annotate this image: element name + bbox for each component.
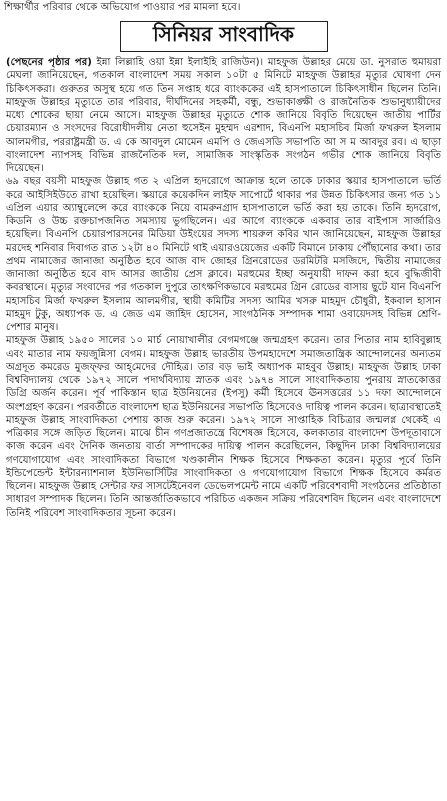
article-paragraph: ৬৯ বছর বয়সী মাহফুজ উল্লাহ গত ২ এপ্রিল হৃদরোগে আক্রান্ত হলে তাকে ঢাকার স্কয়ার হাসপাতালে ভর্তি করে আইসিইউতে রাখা হয়েছিল। স্কয়ারে কয়েকদিন লাইফ সাপোর্টে থাকার পর উন্নত চিকিৎসার জন্য গত ১১ এপ্রিল এয়ার অ্যাম্বুলেন্সে করে ব্যাংককে নিয়ে বামরুনগ্রাদ হাসপাতালে ভর্তি করা হয় তাকে। তিনি হৃদরোগ, কিডনি ও উচ্চ রক্তচাপজনিত সমস্যায় ভুগছিলেন। এর আগে ব্যাংককে একবার তার বাইপাস সার্জারিও হয়েছিল। বিএনপি চেয়ারপারসনের মিডিয়া উইংয়ের সদস্য শায়রুল কবির খান জানিয়েছেন, মাহফুজ উল্লাহর মরদেহ শনিবার দিবাগত রাত ১২টা ৪০ মিনিটে থাই এয়ারওয়েজের একটি বিমানে ঢাকায় পৌঁছানোর কথা। তার প্রথম নামাজের জানাজা অনুষ্ঠিত হবে আজ বাদ জোহর গ্রিনরোডের ডরমিটরি মসজিদে, দ্বিতীয় নামাজের জানাজা অনুষ্ঠিত হবে বাদ আসর জাতীয় প্রেস ক্লাবে। মরহুমের ইচ্ছা অনুযায়ী দাফন করা হবে বুদ্ধিজীবী কবরস্থানে। মৃত্যুর সংবাদের পর গতকাল দুপুরে তাৎক্ষণিকভাবে মরহুমের গ্রিন রোডের বাসায় ছুটে যান বিএনপি মহাসচিব মির্জা ফখরুল ইসলাম আলমগীর, স্থায়ী কমিটির সদস্য আমির খসরু মাহমুদ চৌধুরী, ইকবাল হাসান মাহমুদ টুকু, অধ্যাপক ড. এ জেড এম জাহিদ হোসেন, সাংগঠনিক সম্পাদক শামা ওবায়েদসহ বিভিন্ন শ্রেণি-পেশার মানুষ।: [6, 176, 441, 333]
article-paragraph: মাহফুজ উল্লাহ ১৯৫০ সালের ১০ মার্চ নোয়াখালীর বেগমগঞ্জে জন্মগ্রহণ করেন। তার পিতার নাম হাবিবুল্লাহ এবং মাতার নাম ফয়জুন্নিসা বেগম। মাহফুজ উল্লাহ ভারতীয় উপমহাদেশে সমাজতান্ত্রিক আন্দোলনের অন্যতম অগ্রদূত কমরেড মুজফ্‌ফর আহ্‌মেদের দৌহিত্র। তার বড় ভাই অধ্যাপক মাহবুব উল্লাহ। মাহফুজ উল্লাহ ঢাকা বিশ্ববিদ্যালয় থেকে ১৯৭২ সালে পদার্থবিদ্যায় স্নাতক এবং ১৯৭৪ সালে সাংবাদিকতায় পুনরায় স্নাতকোত্তর ডিগ্রি অর্জন করেন। পূর্ব পাকিস্তান ছাত্র ইউনিয়নের (ইপসু) কর্মী হিসেবে ঊনসত্তরের ১১ দফা আন্দোলনে অংশগ্রহণ করেন। পরবর্তীতে বাংলাদেশ ছাত্র ইউনিয়নের সভাপতি হিসেবেও দায়িত্ব পালন করেন। ছাত্রাবস্থাতেই মাহফুজ উল্লাহ সাংবাদিকতা পেশায় কাজ শুরু করেন। ১৯৭২ সালে সাপ্তাহিক বিচিত্রার জন্মলগ্ন থেকেই এ পত্রিকার সঙ্গে জড়িত ছিলেন। মাঝে চীন গণপ্রজাতন্ত্রে বিশেষজ্ঞ হিসেবে, কলকাতার বাংলাদেশ উপদূতাবাসে কাজ করেন এবং দৈনিক জনতায় বার্তা সম্পাদকের দায়িত্ব পালন করেছিলেন, কিছুদিন ঢাকা বিশ্ববিদ্যালয়ের গণযোগাযোগ এবং সাংবাদিকতা বিভাগে খণ্ডকালীন শিক্ষক হিসেবে শিক্ষকতা করেন। মৃত্যুর পূর্বে তিনি ইন্ডিপেন্ডেন্ট ইন্টারন্যাশনাল ইউনিভার্সিটির সাংবাদিকতা ও গণযোগাযোগ বিভাগে শিক্ষক হিসেবে কর্মরত ছিলেন। মাহফুজ উল্লাহ সেন্টার ফর সাসটেইনেবল ডেভেলপমেন্ট নামে একটি পরিবেশবাদী সংগঠনের প্রতিষ্ঠাতা সাধারণ সম্পাদক ছিলেন। তিনি আন্তর্জাতিকভাবে পরিচিত একজন সক্রিয় পরিবেশবিদ ছিলেন এবং বাংলাদেশে তিনিই পরিবেশ সাংবাদিকতার সূচনা করেন।: [6, 335, 441, 519]
article-paragraph: [6, 56, 441, 175]
article-body: [6, 56, 441, 520]
article-heading: সিনিয়র সাংবাদিক: [120, 21, 328, 52]
paragraph-text: ইন্না লিল্লাহি ওয়া ইন্না ইলাইহি রাজিউন)। মাহফুজ উল্লাহর মেয়ে ডা. নুসরাত হুমায়রা মেঘলা জানিয়েছেন, গতকাল বাংলাদেশ সময় সকাল ১০টা ৫ মিনিটে মাহফুজ উল্লাহর মৃত্যুর ঘোষণা দেন চিকিৎসকরা। গুরুতর অসুস্থ হয়ে গত তিন সপ্তাহ ধরে ব্যাংককের এই হাসপাতালে চিকিৎসাধীন ছিলেন তিনি। মাহফুজ উল্লাহর মৃত্যুতে তার পরিবার, দীর্ঘদিনের সহকর্মী, বন্ধু, শুভাকাঙ্ক্ষী ও রাজনৈতিক শুভানুধ্যায়ীদের মধ্যে শোকের ছায়া নেমে আসে। মাহফুজ উল্লাহর মৃত্যুতে শোক জানিয়ে বিবৃতি দিয়েছেন জাতীয় পার্টির চেয়ারম্যান ও সংসদের বিরোধীদলীয় নেতা হুসেইন মুহম্মদ এরশাদ, বিএনপি মহাসচিব মির্জা ফখরুল ইসলাম আলমগীর, পররাষ্ট্রমন্ত্রী ড. এ কে আবদুল মোমেন এমপি ও জেএসডি সভাপতি আ স ম আবদুর রব। এ ছাড়া বাংলাদেশ ন্যাপসহ বিভিন্ন রাজনৈতিক দল, সামাজিক সাংস্কৃতিক সংগঠন গভীর শোক জানিয়ে বিবৃতি দিয়েছেন।: [6, 57, 441, 174]
continuation-lead: (পেছনের পৃষ্ঠার পর): [6, 57, 92, 68]
previous-article-tail: শিক্ষার্থীর পরিবার থেকে অভিযোগ পাওয়ার পর মামলা হবে।: [4, 2, 241, 13]
